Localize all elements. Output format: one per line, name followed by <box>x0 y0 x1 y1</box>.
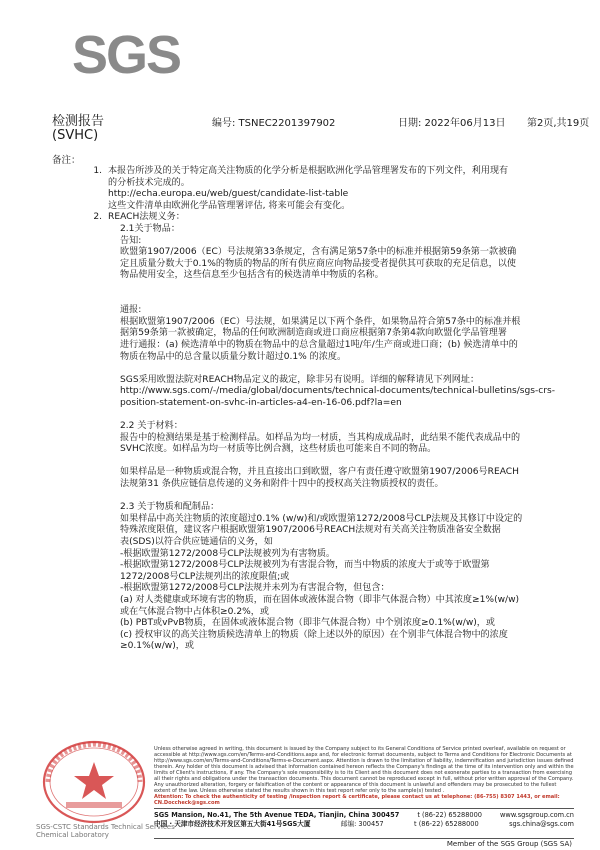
text-line: SVHC浓度。如样品为均一材质等比例合测，这些材质也可能来自不同的物品。 <box>120 444 437 455</box>
section-title: 2.3 关于物质和配制品： <box>120 502 220 513</box>
text-line: 或在气体混合物中占体积≥0.2%，或 <box>120 606 269 617</box>
text-line: 表(SDS)以符合供应链通信的义务，如 <box>120 537 273 547</box>
text-line: 欧盟第1907/2006（EC）号法规第33条规定，含有满足第57条中的标准并根据第59条第一款被确 <box>120 247 517 258</box>
page-number: 第2页,共19页 <box>527 118 590 129</box>
text-line: 特殊浓度限值，建议客户根据欧盟第1907/2006号REACH法规对有关高关注物质准备安全数据 <box>120 525 501 536</box>
contact-block <box>154 811 574 828</box>
text-line: 报告中的检测结果是基于检测样品。如样品为均一材质，当其构成成品时，此结果不能代表成品中的 <box>120 432 521 443</box>
sgs-statement-link[interactable]: position-statement-on-svhc-in-articles-a4-en-16-06.pdf?la=en <box>120 397 402 408</box>
text-line: ≥0.1%(w/w)，或 <box>120 641 194 652</box>
item-number: 2. <box>93 212 102 223</box>
text-line: 进行通报：(a) 候选清单中的物质在物品中的总含量超过1吨/年/生产商或进口商；(b) 候选清单中的 <box>120 339 518 350</box>
address-en: SGS Mansion, No.41, The 5th Avenue TEDA, Tianjin, China 300457 <box>154 811 400 819</box>
divider <box>154 838 574 839</box>
text-line: -根据欧盟第1272/2008号CLP法规被列为有害物质。 <box>120 548 336 559</box>
disclaimer-text: Unless otherwise agreed in writing, this document is issued by the Company subject to its General Conditions of Service printed overleaf, available on request or accessible at http://www.sgs.com/en/Terms-and-Conditions.aspx and, for electronic format documents, subject to Terms and Conditions for Electronic Documents at http://www.sgs.com/en/Terms-and-Conditions/Terms-e-Document.aspx. Attention is drawn to the limitation of liability, indemnification and jurisdiction issues defined therein. Any holder of this document is advised that information contained hereon reflects the Company's findings at the time of its intervention only and within the limits of Client's instructions, if any. The Company's sole responsibility is to its Client and this document does not exonerate parties to a transaction from exercising all their rights and obligations under the transaction documents. This document cannot be reproduced except in full, without prior written approval of the Company. Any unauthorized alteration, forgery or falsification of the content or appearance of this document is unlawful and offenders may be prosecuted to the fullest extent of the law. Unless otherwise stated the results shown in this test report refer only to the sample(s) tested . <box>154 746 574 794</box>
sgs-logo: SGS <box>72 25 181 85</box>
text-line: 告知: <box>120 235 142 246</box>
text-line: SGS采用欧盟法院对REACH物品定义的裁定，除非另有说明。详细的解释请见下列网址： <box>120 374 480 385</box>
text-line: (b) PBT或vPvB物质，在固体或液体混合物（即非气体混合物）中个别浓度≥0.1%(w/w)，或 <box>120 618 495 629</box>
report-date: 日期: 2022年06月13日 <box>398 118 506 129</box>
email[interactable]: sgs.china@sgs.com <box>509 819 574 828</box>
text-line: -根据欧盟第1272/2008号CLP法规被列为有害混合物，而当中物质的浓度大于或等于欧盟第 <box>120 560 490 571</box>
text-line: 本报告所涉及的关于特定高关注物质的化学分析是根据欧洲化学品管理署发布的下列文件，利用现有 <box>108 166 509 176</box>
phone-en: t (86-22) 65288000 <box>417 811 482 819</box>
text-line: (a) 对人类健康或环境有害的物质，而在固体或液体混合物（即非气体混合物）中其浓度≥1%(w/w) <box>120 594 520 605</box>
remarks-label: 备注： <box>52 155 81 166</box>
text-line: 法规第31 条供应链信息传递的义务和附件十四中的授权高关注物质授权的责任。 <box>120 479 444 490</box>
phone-cn: t (86-22) 65288000 <box>414 819 479 828</box>
text-line: 的分析技术完成的。 <box>108 177 190 188</box>
item-number: 1. <box>93 166 102 176</box>
text-line: 据第59条第一款被确定，物品的任何欧洲制造商或进口商应根据第7条第4款向欧盟化学品管理署 <box>120 328 507 339</box>
text-line: 定且质量分数大于0.1%的物质的物品的所有供应商应向物品接受者提供其可获取的充足信息，以使 <box>120 258 516 269</box>
item-1 <box>93 166 578 212</box>
authenticity-notice: Attention: To check the authenticity of testing /inspection report & certificate, please contact us at telephone: (86-755) 8307 1443, or email: CN.Doccheck@sgs.com <box>154 794 560 806</box>
text-line: 物品使用安全，这些信息至少包括含有的候选清单中物质的名称。 <box>120 270 384 281</box>
text-line: 如果样品是一种物质或混合物，并且直接出口到欧盟，客户有责任遵守欧盟第1907/2006号REACH <box>120 467 519 478</box>
report-number: 编号: TSNEC2201397902 <box>212 118 336 129</box>
postcode: 邮编: 300457 <box>340 819 384 828</box>
section-title: 2.1关于物品： <box>120 223 180 234</box>
text-line: -根据欧盟第1272/2008号CLP法规并未列为有害混合物，但包含： <box>120 583 390 594</box>
website[interactable]: www.sgsgroup.com.cn <box>500 811 574 819</box>
sgs-statement-link[interactable]: http://www.sgs.com/-/media/global/documents/technical-documents/technical-bulletins/sgs-crs- <box>120 386 556 397</box>
text-line: REACH法规义务： <box>108 212 185 223</box>
official-seal-icon <box>36 738 154 824</box>
item-2 <box>93 212 578 653</box>
report-title: 检测报告 <box>52 114 105 129</box>
remarks-body <box>68 166 578 653</box>
divider <box>154 808 574 809</box>
text-line: 根据欧盟第1907/2006（EC）号法规，如果满足以下两个条件，如果物品符合第57条中的标准并根 <box>120 316 521 327</box>
lab-name: SGS-CSTC Standards Technical Services <box>36 823 175 831</box>
address-cn: 中国 · 天津市经济技术开发区第五大街41号SGS大厦 <box>154 819 311 828</box>
section-title: 2.2 关于材料： <box>120 421 183 432</box>
text-line: (c) 授权审议的高关注物质候选清单上的物质（除上述以外的原因）在个别非气体混合物中的浓度 <box>120 629 508 640</box>
text-line: 物质在物品中的总含量以质量分数计超过0.1% 的浓度。 <box>120 351 347 362</box>
text-line: 如果样品中高关注物质的浓度超过0.1% (w/w)和/或欧盟第1272/2008号CLP法规及其修订中设定的 <box>120 513 523 524</box>
member-note: Member of the SGS Group (SGS SA) <box>446 840 572 848</box>
echa-link[interactable]: http://echa.europa.eu/web/guest/candidate-list-table <box>108 189 349 200</box>
text-line: 1272/2008号CLP法规列出的浓度限值;或 <box>120 571 290 582</box>
text-line: 这些文件清单由欧洲化学品管理署评估, 将来可能会有变化。 <box>108 200 351 211</box>
lab-name-en: Chemical Laboratory <box>36 831 109 839</box>
text-line: 通报: <box>120 305 142 316</box>
disclaimer <box>154 746 574 806</box>
report-subtitle: (SVHC) <box>52 128 99 143</box>
